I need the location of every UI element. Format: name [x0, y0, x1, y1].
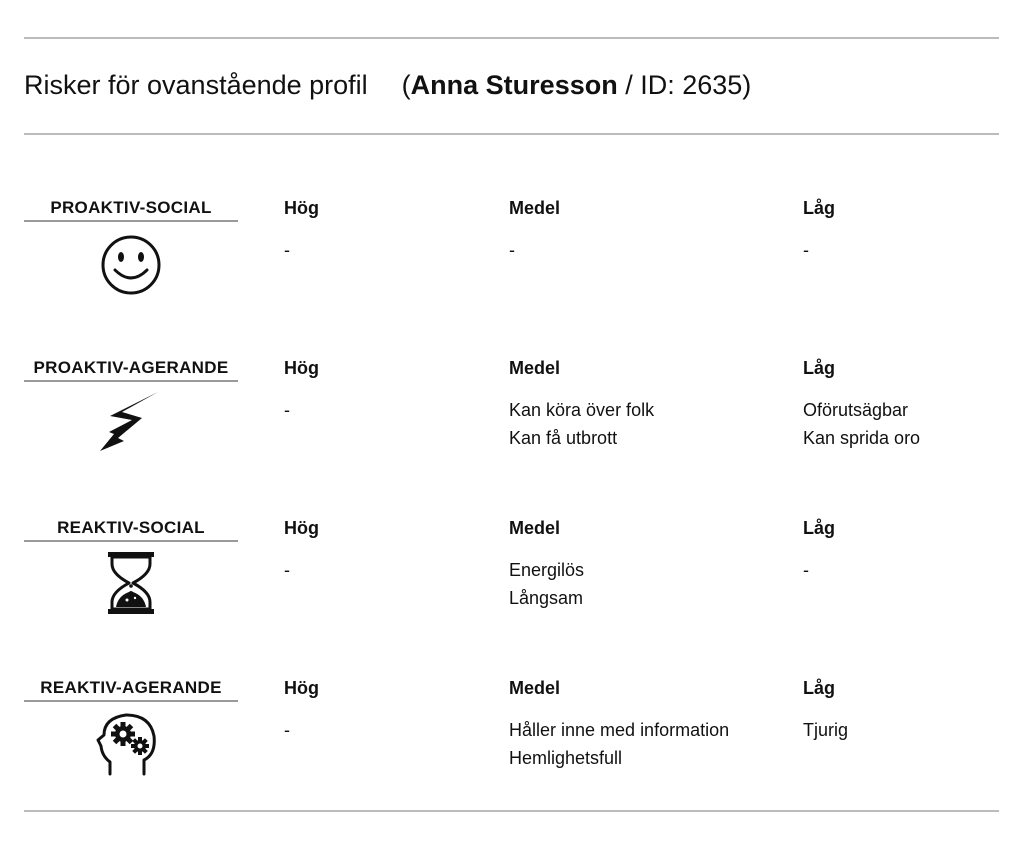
title-text: Risker för ovanstående profil — [24, 70, 368, 100]
risk-section-proaktiv-agerande — [0, 358, 1024, 508]
top-divider — [24, 37, 999, 39]
medel-column — [509, 518, 584, 612]
title-open-paren: ( — [401, 70, 411, 100]
risk-item: Hemlighetsfull — [509, 748, 623, 768]
risk-section-reaktiv-social — [0, 518, 1024, 668]
medel-column — [509, 198, 560, 264]
risk-item: Energilös — [509, 560, 585, 580]
hog-column — [284, 198, 319, 264]
risk-item: - — [284, 240, 290, 260]
profile-name: Anna Sturesson — [410, 70, 618, 100]
lag-column — [803, 358, 920, 452]
medel-heading: Medel — [509, 198, 561, 218]
risk-item: Kan få utbrott — [509, 428, 618, 448]
risk-item: - — [803, 560, 809, 580]
risk-item: - — [803, 240, 809, 260]
medel-heading: Medel — [509, 678, 561, 698]
hog-heading: Hög — [284, 198, 319, 218]
risk-section-reaktiv-agerande — [0, 678, 1024, 828]
category-label: PROAKTIV-SOCIAL — [24, 198, 238, 222]
page-title — [24, 70, 751, 101]
hog-column — [284, 518, 319, 584]
category-label: REAKTIV-AGERANDE — [24, 678, 238, 702]
lag-heading: Låg — [803, 198, 836, 218]
title-divider — [24, 133, 999, 135]
lag-heading: Låg — [803, 358, 836, 378]
hog-heading: Hög — [284, 518, 319, 538]
lag-column — [803, 518, 835, 584]
category-label: REAKTIV-SOCIAL — [24, 518, 238, 542]
risk-item: Kan köra över folk — [509, 400, 655, 420]
risk-item: Kan sprida oro — [803, 428, 921, 448]
hog-column — [284, 358, 319, 424]
risk-item: Tjurig — [803, 720, 849, 740]
risk-item: Håller inne med information — [509, 720, 730, 740]
risk-item: - — [284, 400, 290, 420]
risk-item: - — [509, 240, 515, 260]
risk-item: - — [284, 560, 290, 580]
category-label: PROAKTIV-AGERANDE — [24, 358, 238, 382]
medel-heading: Medel — [509, 518, 561, 538]
hog-column — [284, 678, 319, 744]
lightning-bolt-icon — [96, 390, 166, 456]
risk-item: - — [284, 720, 290, 740]
lag-column — [803, 198, 835, 264]
medel-column — [509, 678, 729, 772]
bottom-divider — [24, 810, 999, 812]
hourglass-icon — [96, 550, 166, 616]
risk-item: Oförutsägbar — [803, 400, 909, 420]
lag-column — [803, 678, 848, 744]
lag-heading: Låg — [803, 678, 836, 698]
hog-heading: Hög — [284, 358, 319, 378]
smiley-face-icon — [96, 230, 166, 296]
lag-heading: Låg — [803, 518, 836, 538]
medel-column — [509, 358, 654, 452]
medel-heading: Medel — [509, 358, 561, 378]
risk-item: Långsam — [509, 588, 584, 608]
risk-section-proaktiv-social — [0, 198, 1024, 348]
profile-id: / ID: 2635) — [617, 70, 752, 100]
hog-heading: Hög — [284, 678, 319, 698]
head-gears-icon — [96, 710, 166, 776]
